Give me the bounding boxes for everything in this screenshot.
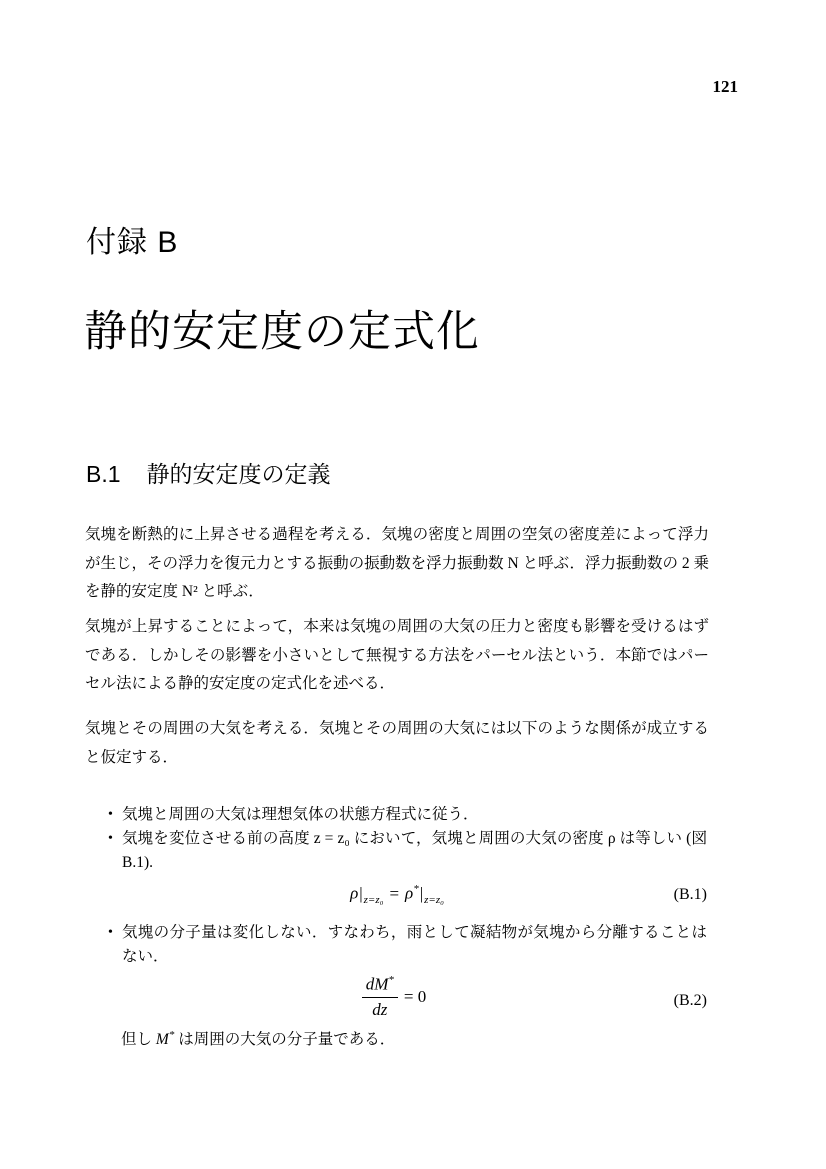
equation-b2-math [85,974,709,1020]
section-title: 静的安定度の定義 [146,461,331,487]
star-superscript: * [413,883,419,895]
fraction [362,974,398,1020]
fraction-numerator [362,974,398,998]
bullet-icon: • [108,925,113,940]
paragraph-3: 気塊とその周囲の大気を考える．気塊とその周囲の大気には以下のような関係が成立すると仮定する． [85,720,709,766]
fraction-denominator: dz [372,999,388,1019]
chapter-title: 静的安定度の定式化 [84,308,480,356]
page-number: 121 [712,77,738,96]
list-item-2-text: 気塊を変位させる前の高度 z = z₀ において，気塊と周囲の大気の密度 ρ は等しい (図 B.1). [122,830,707,871]
subscript-z-z0: z=z₀ [424,894,444,907]
equals-zero: = 0 [403,986,427,1006]
star-superscript: * [388,974,394,986]
chapter-label: 付録 B [86,226,179,259]
equation-b1-math [85,883,709,906]
note-pre-text: 但し [121,1031,156,1049]
star-superscript: * [168,1029,175,1041]
rho-symbol: ρ [350,883,359,903]
evaluation-bar: | [359,883,363,903]
section-number: B.1 [86,461,121,487]
note-post-text: は周囲の大気の分子量である． [174,1031,396,1049]
dM-symbol: dM [365,974,389,994]
equation-b1 [85,883,709,906]
evaluation-bar: | [419,883,424,903]
M-symbol: M [155,1031,169,1049]
paragraph-1: 気塊を断熱的に上昇させる過程を考える．気塊の密度と周囲の空気の密度差によって浮力が生じ，その浮力を復元力とする振動の振動数を浮力振動数 N と呼ぶ．浮力振動数の 2 乗を静的安定度 N² と呼ぶ． [85,526,709,600]
equation-b1-number: (B.1) [673,886,707,903]
list-item-1-text: 気塊と周囲の大気は理想気体の状態方程式に従う． [122,806,479,823]
list-item-1 [108,803,708,827]
rho-star-symbol: ρ [405,883,414,903]
equation-b2-number: (B.2) [673,992,707,1009]
equals-sign: = [389,883,400,903]
subscript-z-z0: z=z₀ [363,894,384,907]
equation-b2 [85,974,709,1020]
list-item-3-text: 気塊の分子量は変化しない．すなわち，雨として凝結物が気塊から分離することはない． [122,924,707,965]
list-item-2 [108,827,708,875]
equation-note [121,1021,395,1055]
paragraph-2: 気塊が上昇することによって，本来は気塊の周囲の大気の圧力と密度も影響を受けるはずである．しかしその影響を小さいとして無視する方法をパーセル法という．本節ではパーセル法による静的安定度の定式化を述べる． [85,618,709,692]
bullet-icon: • [108,807,113,822]
list-item-3 [108,921,708,969]
section-heading [86,458,331,490]
bullet-icon: • [108,831,113,846]
